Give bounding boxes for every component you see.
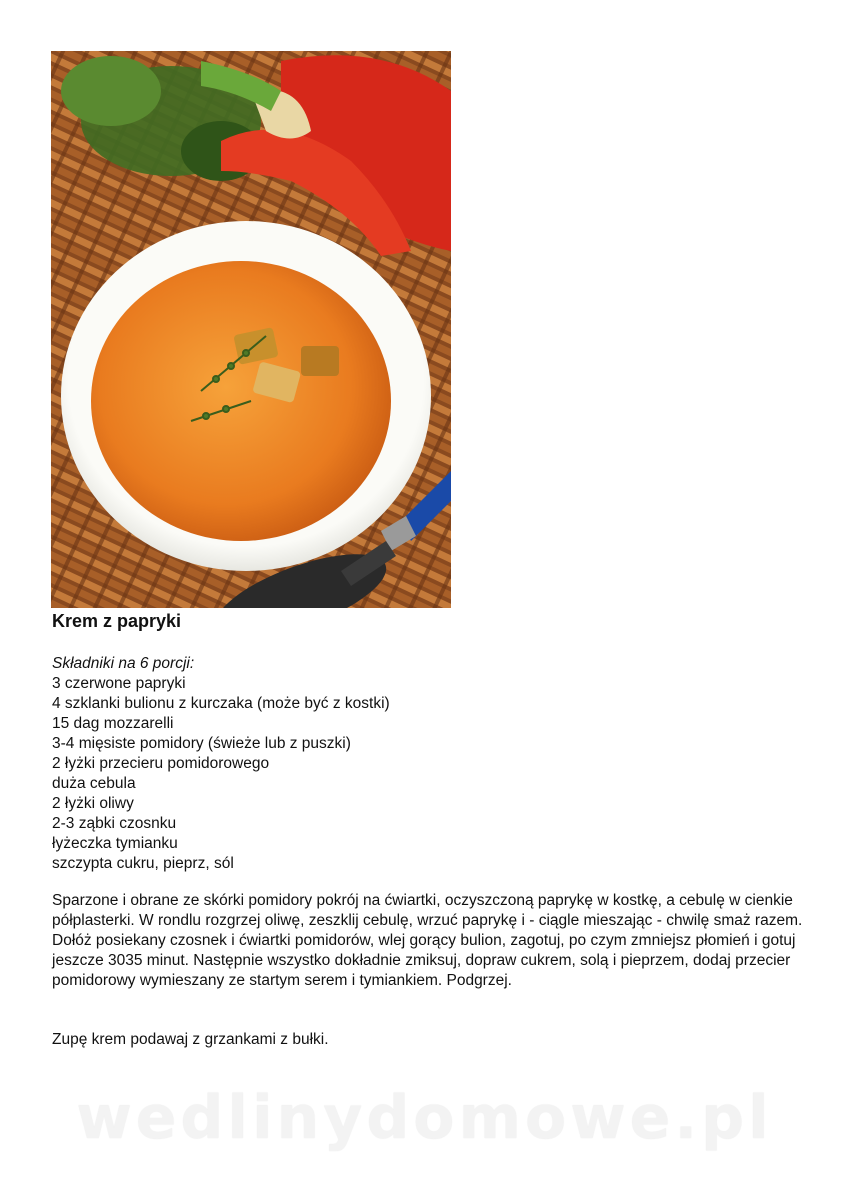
ingredient-item: 4 szklanki bulionu z kurczaka (może być z kostki) bbox=[52, 695, 390, 712]
ingredient-item: 2-3 ząbki czosnku bbox=[52, 815, 177, 832]
ingredients-heading: Składniki na 6 porcji: bbox=[52, 655, 195, 672]
serving-note: Zupę krem podawaj z grzankami z bułki. bbox=[52, 1031, 329, 1048]
ingredient-item: duża cebula bbox=[52, 775, 136, 792]
ingredient-item: 3-4 mięsiste pomidory (świeże lub z puszki) bbox=[52, 735, 351, 752]
ingredient-item: 3 czerwone papryki bbox=[52, 675, 186, 692]
ingredient-item: szczypta cukru, pieprz, sól bbox=[52, 855, 234, 872]
ingredients-list bbox=[52, 654, 390, 874]
instructions-paragraph: Sparzone i obrane ze skórki pomidory pokrój na ćwiartki, oczyszczoną paprykę w kostkę, a cebulę w cienkie półplasterki. W rondlu rozgrzej oliwę, zeszklij cebulę, wrzuć paprykę i - ciągle mieszając - chwilę smaż razem. Dołóż posiekany czosnek i ćwiartki pomidorów, wlej gorący bulion, zagotuj, po czym zmniejsz płomień i gotuj jeszcze 3035 minut. Następnie wszystko dokładnie zmiksuj, dopraw cukrem, solą i pieprzem, dodaj przecier pomidorowy wymieszany ze startym serem i tymiankiem. Podgrzej. bbox=[52, 892, 803, 989]
site-watermark: wedlinydomowe.pl bbox=[76, 1083, 773, 1153]
ingredient-item: 15 dag mozzarelli bbox=[52, 715, 174, 732]
ingredient-item: łyżeczka tymianku bbox=[52, 835, 178, 852]
ingredient-item: 2 łyżki przecieru pomidorowego bbox=[52, 755, 270, 772]
soup-photo bbox=[51, 51, 451, 608]
ingredient-item: 2 łyżki oliwy bbox=[52, 795, 134, 812]
recipe-title: Krem z papryki bbox=[52, 611, 182, 631]
